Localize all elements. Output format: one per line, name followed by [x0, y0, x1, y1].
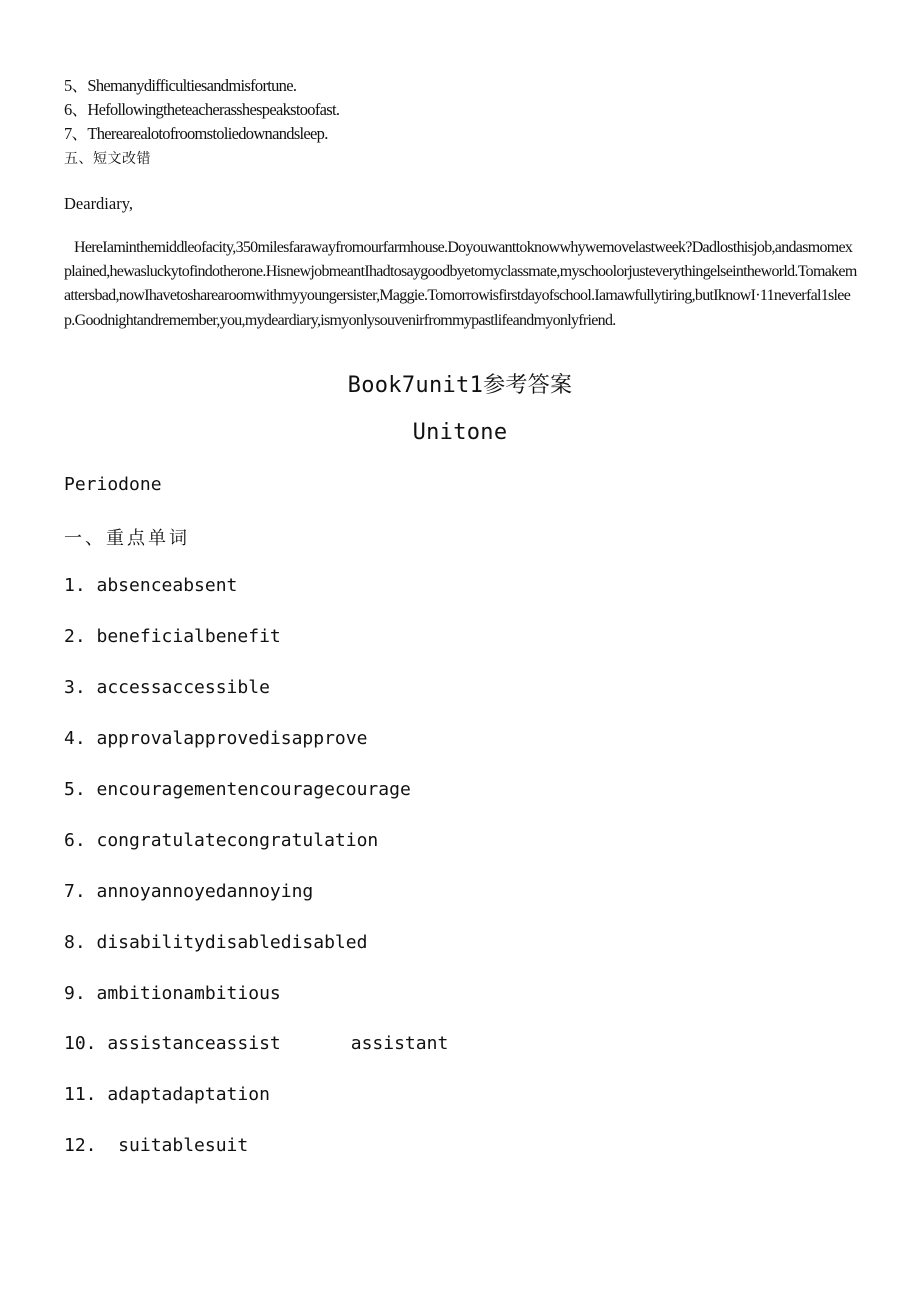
word-item-3: 3. accessaccessible — [64, 677, 270, 698]
word-item-9: 9. ambitionambitious — [64, 983, 281, 1004]
period-label: Periodone — [64, 474, 162, 495]
word-item-5: 5. encouragementencouragecourage — [64, 779, 411, 800]
word-item-11: 11. adaptadaptation — [64, 1084, 270, 1105]
diary-body: HereIaminthemiddleofacity,350milesfarawayfromourfarmhouse.Doyouwanttoknowwhywemovelastweek?Dadlosthisjob,andasmomexplained,hewasluckytofindotherone.HisnewjobmeantIhadtosaygoodbyetomyclassmate,myschoolorjusteverythingelseintheworld.Tomakemattersbad,nowIhavetosharearoomwithmyyoungersister,Maggie.Tomorrowisfirstdayofschool.Iamawfullytiring,butIknowI·11neverfal1sleep.Goodnightandremember,you,mydeardiary,ismyonlysouvenirfrommypastlifeandmyonlyfriend. — [64, 239, 857, 329]
word-item-6: 6. congratulatecongratulation — [64, 830, 379, 851]
word-item-10 — [64, 1033, 448, 1054]
word-item-1: 1. absenceabsent — [64, 575, 238, 596]
word-item-2: 2. beneficialbenefit — [64, 626, 281, 647]
word-item-10-extra: assistant — [350, 1033, 449, 1054]
diary-greeting: Deardiary, — [64, 194, 134, 213]
exercise-6: 6、Hefollowingtheteacherasshespeakstoofast. — [64, 100, 340, 119]
answer-title: Book7unit1参考答案 — [347, 373, 573, 398]
word-item-12: 12. suitablesuit — [64, 1135, 249, 1156]
section-heading-error-correction: 五、短文改错 — [64, 151, 151, 167]
exercise-5: 5、Shemanydifficultiesandmisfortune. — [64, 76, 297, 95]
word-item-8: 8. disabilitydisabledisabled — [64, 932, 368, 953]
exercise-7: 7、Therearealotofroomstoliedownandsleep. — [64, 124, 328, 143]
word-item-4: 4. approvalapprovedisapprove — [64, 728, 368, 749]
word-item-7: 7. annoyannoyedannoying — [64, 881, 314, 902]
word-item-10-main: 10. assistanceassist — [64, 1033, 281, 1054]
section-heading-key-words: 一、重点单词 — [64, 528, 190, 549]
unit-title: Unitone — [412, 420, 508, 445]
